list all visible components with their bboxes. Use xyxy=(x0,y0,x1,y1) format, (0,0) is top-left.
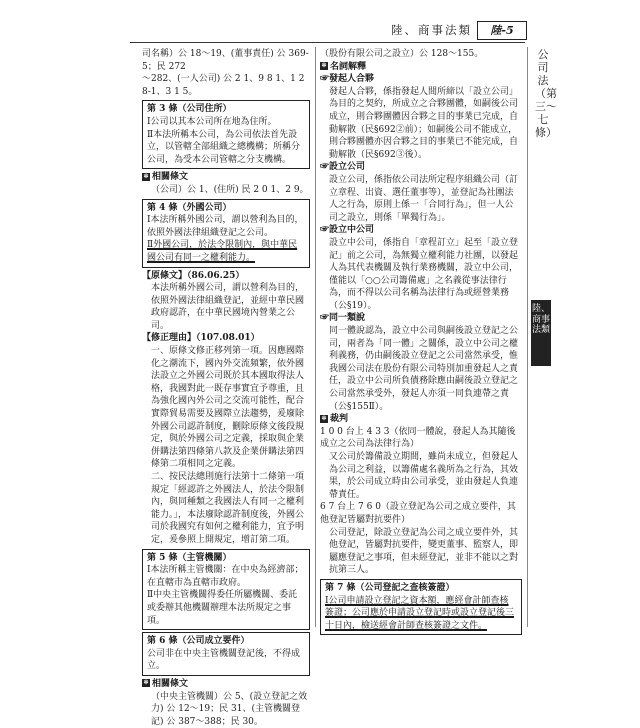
article-paragraph: Ⅰ本法所稱主管機關：在中央為經濟部；在直轄市為直轄市政府。 xyxy=(147,564,305,589)
bullet-icon: ✲ xyxy=(320,415,328,423)
article-paragraph: Ⅰ本法所稱外國公司，謂以營利為目的，依照外國法律組織登記之公司。 xyxy=(147,214,305,239)
article-paragraph: Ⅱ中央主管機關得委任所屬機關、委託或委辦其他機關辦理本法所規定之事項。 xyxy=(147,589,305,627)
case-text: 公司登記，除設立登記為公司之成立要件外，其他登記，皆屬對抗要件，變更董事、監察人，即屬應登記之事項，但未經登記，並非不能以之對抗第三人。 xyxy=(320,527,522,577)
related-heading: ✲ 相關條文 xyxy=(142,678,310,691)
article-4-box xyxy=(142,199,310,268)
text-line: 司名稱）公 18～19、(董事責任) 公 369-5；民 272 xyxy=(142,48,310,73)
pointer-icon: ☞ xyxy=(320,74,329,84)
amendment-reason-2: 二、按民法總則施行法第十二條第一項規定「經認許之外國法人，於法令限制內，與同種類之我國法人有同一之權利能力。」，本法廢除認許制度後，外國公司於我國究有如何之權利能力，宜予明定，爰參照上開規定，增訂第二項。 xyxy=(142,471,310,547)
article-3-box xyxy=(142,100,310,169)
pointer-icon: ☞ xyxy=(320,225,329,235)
left-column xyxy=(142,48,310,628)
original-article-heading: 【原條文】（86.06.25） xyxy=(142,270,310,283)
chapter-vertical-label: 公司法（第三〜七條） xyxy=(535,48,551,139)
amendment-reason-heading: 【修正理由】（107.08.01） xyxy=(142,332,310,345)
text-line: ～282、(一人公司) 公 2 1、9 8 1、1 2 8-1、3 1 5。 xyxy=(142,73,310,98)
amendment-reason-1: 一、原條文修正移列第一項。因應國際化之潮流下，國內外交流頻繁，依外國法設立之外國公司既於其本國取得法人格，我國對此一既存事實宜予尊重，且為強化國內外公司之交流可能性，配合實際貿易需要及國際立法趨勢，爰廢除外國公司認許制度，刪除原條文後段規定，與於外國公司之定義，採取與企業併購法第四條第八款及企業併購法第四條第二項相同之定義。 xyxy=(142,345,310,471)
header-rule xyxy=(130,42,525,43)
term-text: 發起人合夥，係指發起人間所締以「設立公司」為目的之契約，所成立之合夥團體，如嗣後公司成立，則合夥團體因合夥之目的事業已完成，自動解散（民§692②前）；如嗣後公司不能成立，則合夥團體亦因合夥之目的事業已不能完成，自動解散（民§692③後）。 xyxy=(320,86,522,162)
section-tab: 陸、商事法類 xyxy=(531,300,551,366)
article-title: 第 4 條（外國公司） xyxy=(147,202,305,215)
article-paragraph: 公司非在中央主管機關登記後，不得成立。 xyxy=(147,648,305,673)
running-header-title: 陸、商事法類 xyxy=(391,24,472,37)
pointer-icon: ☞ xyxy=(320,313,329,323)
term-heading: ☞設立中公司 xyxy=(320,224,522,237)
related-heading: ✲ 相關條文 xyxy=(142,171,310,184)
term-text: 設立中公司，係指自「章程訂立」起至「設立登記」前之公司，為無獨立權利能力社團，以發起人為其代表機關及執行業務機關，設立中公司，僅能以「○○公司籌備處」之名義從事法律行為，而不得以公司名稱為法律行為或經營業務（公§19）。 xyxy=(320,237,522,313)
page-badge: 陸-5 xyxy=(477,21,527,40)
article-6-box xyxy=(142,632,310,676)
bullet-icon: ✲ xyxy=(142,679,150,687)
case-text: 又公司於籌備設立期間，雖尚未成立，但發起人為公司之利益，以籌備處名義所為之行為，其效果，於公司成立時由公司承受，並由發起人負連帶責任。 xyxy=(320,451,522,501)
related-text: （中央主管機關）公 5、(設立登記之效力) 公 12～19；民 31、(主管機關登記) 公 387～388；民 30。 xyxy=(142,691,310,728)
article-paragraph: Ⅰ公司以其本公司所在地為住所。 xyxy=(147,116,305,129)
related-text: （公司）公 1、(住所) 民 2 0 1、2 9。 xyxy=(142,184,310,197)
term-text: 設立公司，係指依公司法所定程序組織公司（訂立章程、出資、選任董事等），並登記為社團法人之行為，原則上係一「合同行為」，但一人公司之設立，則係「單獨行為」。 xyxy=(320,174,522,224)
article-paragraph-amended: Ⅱ外國公司，於法令限制內，與中華民國公司有同一之權利能力。 xyxy=(147,239,305,264)
bullet-icon: ✲ xyxy=(142,173,150,181)
cases-heading: ✲ 裁判 xyxy=(320,413,522,426)
case-citation: 6 7 台上 7 6 0（設立登記為公司之成立要件，其他登記皆屬對抗要件） xyxy=(320,501,522,526)
article-7-box xyxy=(320,579,522,635)
term-text: 同一體說認為，設立中公司與嗣後設立登記之公司，兩者為「同一體」之關係，設立中公司之權利義務，仍由嗣後設立登記之公司當然承受，惟我國公司法在股份有限公司特別加重發起人之責任，設立中公司所負債務除應由嗣後設立登記之公司當然承受外，發起人亦須一同負連帶之責（公§155Ⅱ）。 xyxy=(320,325,522,413)
article-paragraph: Ⅱ本法所稱本公司，為公司依法首先設立，以管轄全部組織之總機構；所稱分公司，為受本公司管轄之分支機構。 xyxy=(147,129,305,167)
article-title: 第 6 條（公司成立要件） xyxy=(147,635,305,648)
bullet-icon: ✲ xyxy=(320,62,328,70)
text-line: （股份有限公司之設立）公 128～155。 xyxy=(320,48,522,61)
term-heading: ☞發起人合夥 xyxy=(320,73,522,86)
article-title: 第 7 條（公司登記之查核簽證） xyxy=(325,582,517,595)
right-column xyxy=(320,48,522,628)
terms-heading: ✲ 名詞解釋 xyxy=(320,61,522,74)
original-article-text: 本法所稱外國公司，謂以營利為目的，依照外國法律組織登記，並經中華民國政府認許，在中華民國境內營業之公司。 xyxy=(142,282,310,332)
article-title: 第 5 條（主管機關） xyxy=(147,552,305,565)
article-5-box xyxy=(142,549,310,631)
margin-divider xyxy=(527,47,528,627)
article-paragraph-amended: Ⅰ公司申請設立登記之資本額，應經會計師查核簽證；公司應於申請設立登記時或設立登記後三十日內，檢送經會計師查核簽證之文件。 xyxy=(325,595,517,633)
term-heading: ☞同一類說 xyxy=(320,312,522,325)
column-divider xyxy=(315,47,316,627)
article-title: 第 3 條（公司住所） xyxy=(147,103,305,116)
pointer-icon: ☞ xyxy=(320,162,329,172)
term-heading: ☞設立公司 xyxy=(320,161,522,174)
case-citation: 1 0 0 台上 4 3 3（依同一體說，發起人為其隨後成立之公司為法律行為） xyxy=(320,426,522,451)
